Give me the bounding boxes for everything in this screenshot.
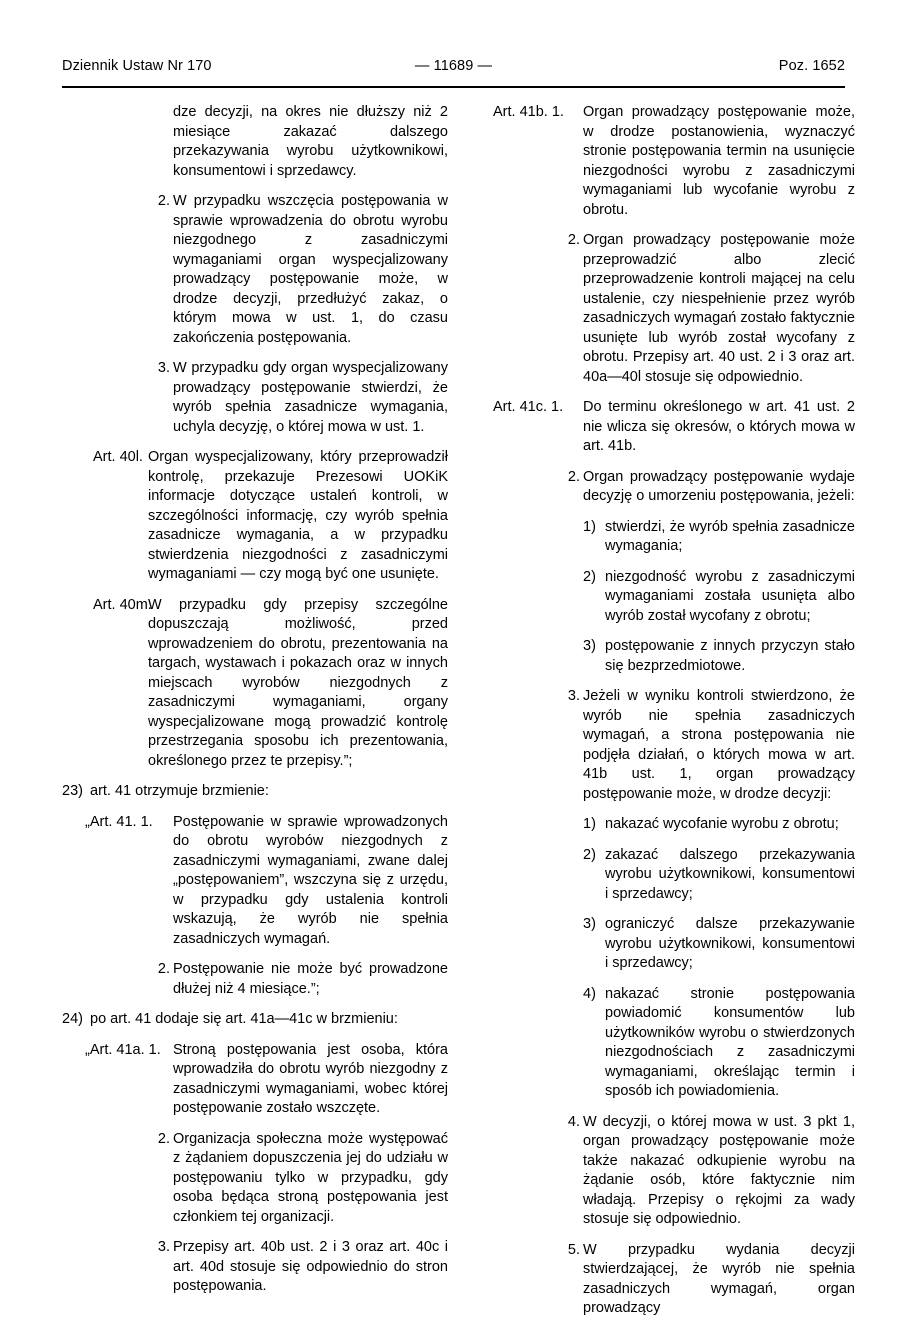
block-text: niezgodność wyrobu z zasadniczymi wymaganiami została usunięta albo wyrób został wycofany z obrotu; [605,568,855,624]
block-text: Stroną postępowania jest osoba, która wprowadziła do obrotu wyrób niezgodny z zasadniczymi wymaganiami, wobec której postępowanie zostało wszczęte. [173,1041,448,1116]
block-text: Organ prowadzący postępowanie wydaje decyzję o umorzeniu postępowania, jeżeli: [583,468,855,504]
text-block [62,1130,448,1228]
text-block [493,103,855,220]
block-marker: Art. 41b. 1. [493,104,564,120]
column-left [62,103,448,1297]
block-marker: 24) [62,1011,83,1027]
text-block [493,1241,855,1319]
block-text: W przypadku wydania decyzji stwierdzającej, że wyrób nie spełnia zasadniczych wymagań, organ prowadzący [583,1241,855,1316]
block-text: nakazać stronie postępowania powiadomić konsumentów lub użytkowników wyrobu o stwierdzonych niezgodnościach z zasadniczymi wymaganiami, określając termin i sposób ich powiadomienia. [605,985,855,1099]
block-marker: 1) [583,518,596,535]
block-marker: Art. 40m. [93,596,152,613]
block-marker: 4) [583,985,596,1002]
column-right [493,103,855,1319]
text-block [493,815,855,835]
block-text: Przepisy art. 40b ust. 2 i 3 oraz art. 40c i art. 40d stosuje się odpowiednio do stron postępowania. [173,1239,448,1294]
text-block [493,398,855,457]
text-block [493,1113,855,1230]
block-text: dze decyzji, na okres nie dłuższy niż 2 miesiące zakazać dalszego przekazywania wyrobu użytkownikowi, konsumentowi i sprzedawcy. [173,104,448,179]
block-text: po art. 41 dodaje się art. 41a—41c w brzmieniu: [90,1011,398,1027]
block-marker: 3. [567,688,580,704]
text-block [493,518,855,557]
text-block [62,1238,448,1297]
block-text: Organ wyspecjalizowany, który przeprowadził kontrolę, przekazuje Prezesowi UOKiK informacje dotyczące ustaleń kontroli, w szczególności informację, czy wyrób spełnia zasadnicze wymagania, a w przypadku stwierdzenia niezgodności z zasadniczymi wymaganiami — czy mogą być one usunięte. [148,449,448,582]
block-text: art. 41 otrzymuje brzmienie: [90,783,269,799]
block-marker: 2. [157,193,170,209]
running-head [62,58,845,84]
block-text: nakazać wycofanie wyrobu z obrotu; [605,816,839,832]
text-block [493,568,855,627]
block-marker: „Art. 41. 1. [85,813,153,830]
text-block [62,1010,448,1030]
text-block [493,915,855,974]
block-text: Jeżeli w wyniku kontroli stwierdzono, że wyrób nie spełnia zasadniczych wymagań, a strona postępowania nie podjęła działań, o których mowa w art. 41b ust. 1, organ prowadzący postępowanie może, w drodze decyzji: [583,688,855,802]
block-marker: Art. 40l. [93,449,143,465]
text-block [493,846,855,905]
block-text: W przypadku gdy przepisy szczególne dopuszczają możliwość, przed wprowadzeniem do obrotu, prezentowania na targach, wystawach i pokazach oraz w innych miejscach wyrobów niezgodnych z zasadniczymi wymaganiami, organy wyspecjalizowane mogą prowadzić kontrolę przestrzegania sposobu ich prezentowania, określonego przez te przepisy.”; [148,596,448,769]
item-number: Poz. 1652 [778,58,845,74]
block-text: Organ prowadzący postępowanie może przeprowadzić albo zlecić przeprowadzenie kontroli mającej na celu ustalenie, czy niespełnienie przez wyrób zasadniczych wymagań zostało faktycznie usunięte lub wyrób został wycofany z obrotu. Przepisy art. 40 ust. 2 i 3 oraz art. 40a—40l stosuje się odpowiednio. [583,232,855,385]
block-marker: 4. [567,1113,580,1130]
block-marker: 3. [157,360,170,376]
text-block [62,782,448,802]
block-text: W przypadku wszczęcia postępowania w sprawie wprowadzenia do obrotu wyrobu niezgodnego z zasadniczymi wymaganiami organ wyspecjalizowany prowadzący postępowanie może, w drodze decyzji, przedłużyć zakaz, o którym mowa w ust. 1, do czasu zakończenia postępowania. [173,193,448,346]
text-block [62,813,448,950]
block-marker: Art. 41c. 1. [493,399,564,415]
block-marker: 2. [567,468,580,485]
block-text: W decyzji, o której mowa w ust. 3 pkt 1, organ prowadzący postępowanie może także nakazać odkupienie wyrobu na żądanie osób, które faktycznie nim władają. Przepisy o rękojmi za wady stosuje się odpowiednio. [583,1113,855,1227]
block-text: Organ prowadzący postępowanie może, w drodze postanowienia, wyznaczyć stronie postępowania termin na usunięcie niezgodności wyrobu z zasadniczymi wymaganiami lub wycofanie wyrobu z obrotu. [583,104,855,218]
block-marker: 2) [583,846,596,863]
text-block [62,1041,448,1119]
block-marker: 23) [62,783,83,799]
block-text: Postępowanie w sprawie wprowadzonych do obrotu wyrobów niezgodnych z zasadniczymi wymaganiami, zwane dalej „postępowaniem”, wszczyna się z urzędu, w przypadku gdy ustalenia kontroli wskazują, że wyrób nie spełnia zasadniczych wymagań. [173,813,448,947]
text-block [62,103,448,181]
text-block [493,985,855,1102]
block-text: zakazać dalszego przekazywania wyrobu użytkownikowi, konsumentowi i sprzedawcy; [605,846,855,902]
block-text: W przypadku gdy organ wyspecjalizowany prowadzący postępowanie stwierdzi, że wyrób spełnia zasadnicze wymagania, uchyla decyzję, o której mowa w ust. 1. [173,360,448,435]
text-block [493,231,855,387]
text-block [62,448,448,585]
text-block [493,468,855,507]
block-marker: 1) [583,816,596,832]
block-marker: 2. [157,1130,170,1147]
block-marker: 3. [157,1239,170,1255]
block-marker: 5. [567,1241,580,1258]
text-block [493,687,855,804]
text-block [62,596,448,772]
block-text: stwierdzi, że wyrób spełnia zasadnicze wymagania; [605,518,855,554]
block-marker: 3) [583,638,596,654]
block-text: postępowanie z innych przyczyn stało się bezprzedmiotowe. [605,638,855,674]
block-marker: 2. [157,961,170,977]
block-marker: 2) [583,568,596,585]
block-text: Do terminu określonego w art. 41 ust. 2 nie wlicza się okresów, o których mowa w art. 41b. [583,399,855,454]
block-text: ograniczyć dalsze przekazywanie wyrobu użytkownikowi, konsumentowi i sprzedawcy; [605,916,855,971]
block-marker: 3) [583,916,596,932]
block-marker: „Art. 41a. 1. [85,1041,161,1058]
text-block [62,192,448,348]
block-text: Postępowanie nie może być prowadzone dłużej niż 4 miesiące.”; [173,961,448,997]
text-block [493,637,855,676]
page-number: — 11689 — [414,58,493,74]
header-divider [62,86,845,88]
block-marker: 2. [567,232,580,248]
text-block [62,960,448,999]
journal-title: Dziennik Ustaw Nr 170 [62,58,212,74]
text-block [62,359,448,437]
block-text: Organizacja społeczna może występować z żądaniem dopuszczenia jej do udziału w postępowaniu tylko w przypadku, gdy osoba będąca stroną postępowania jest członkiem tej organizacji. [173,1130,448,1225]
